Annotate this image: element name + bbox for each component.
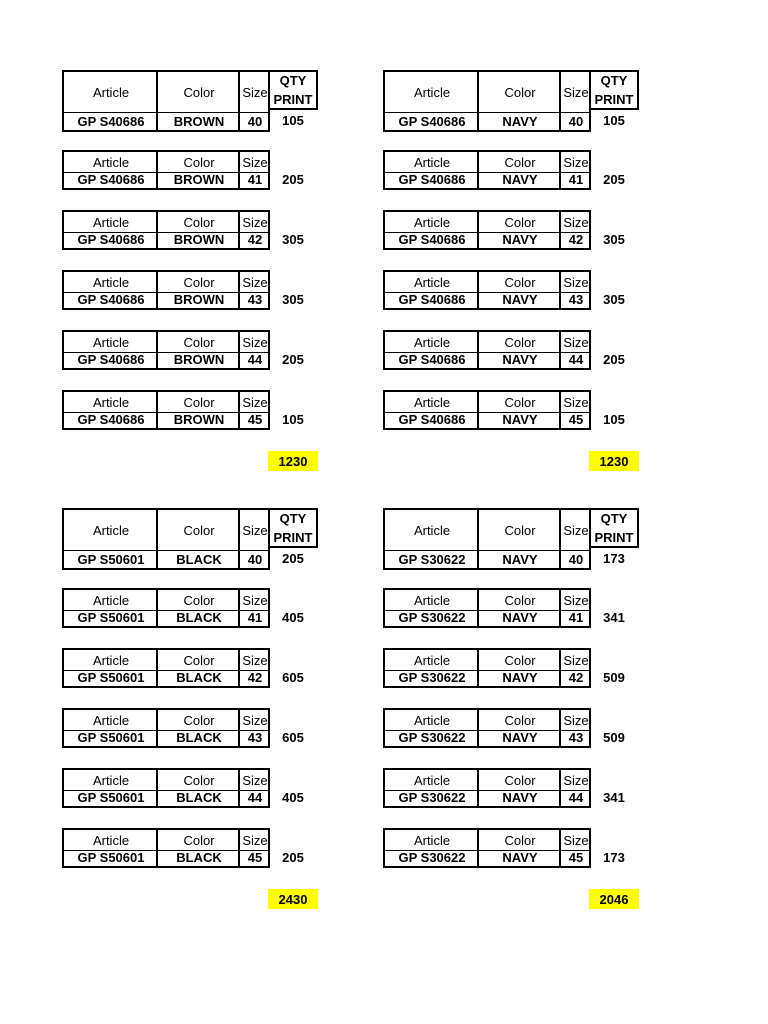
article-value: GP S30622: [398, 669, 466, 685]
header-article: Article: [413, 652, 451, 668]
qty-header-line1: QTY: [600, 73, 628, 88]
article-value: GP S50601: [77, 669, 145, 685]
label-value-row: [64, 112, 268, 130]
header-article: Article: [92, 274, 130, 290]
label-header-row: [385, 212, 589, 232]
header-article: Article: [413, 214, 451, 230]
qty-value: 205: [603, 352, 625, 367]
header-size: Size: [563, 772, 589, 788]
article-group: [383, 70, 651, 480]
size-value: 41: [568, 609, 584, 625]
label-value-row: [385, 170, 589, 188]
size-value: 45: [247, 849, 263, 865]
article-value: GP S40686: [398, 231, 466, 247]
label-value-row: [64, 290, 268, 308]
color-value: BLACK: [176, 669, 222, 685]
label-table: [383, 210, 591, 250]
article-value: GP S50601: [77, 849, 145, 865]
qty-header-line2: PRINT: [594, 530, 634, 545]
header-color: Color: [504, 84, 536, 100]
header-size: Size: [563, 592, 589, 608]
header-color: Color: [504, 772, 536, 788]
color-value: BROWN: [173, 351, 225, 367]
label-table: [62, 270, 270, 310]
label-header-row: [385, 72, 589, 112]
size-value: 42: [568, 669, 584, 685]
label-table: [383, 588, 591, 628]
size-value: 45: [568, 411, 584, 427]
label-value-row: [385, 668, 589, 686]
header-color: Color: [504, 592, 536, 608]
article-value: GP S40686: [77, 411, 145, 427]
qty-value: 205: [282, 551, 304, 566]
article-value: GP S40686: [398, 411, 466, 427]
header-article: Article: [413, 334, 451, 350]
qty-value: 105: [603, 412, 625, 427]
color-value: BROWN: [173, 411, 225, 427]
article-value: GP S40686: [398, 171, 466, 187]
size-value: 42: [568, 231, 584, 247]
label-value-row: [385, 230, 589, 248]
qty-total: 1230: [268, 451, 318, 471]
header-article: Article: [413, 394, 451, 410]
header-article: Article: [92, 772, 130, 788]
label-value-row: [385, 290, 589, 308]
header-color: Color: [183, 84, 215, 100]
color-value: NAVY: [502, 789, 538, 805]
color-value: NAVY: [502, 231, 538, 247]
label-table: [383, 330, 591, 370]
qty-print-header: [268, 508, 318, 548]
qty-value: 341: [603, 790, 625, 805]
article-value: GP S40686: [77, 351, 145, 367]
qty-value: 173: [603, 850, 625, 865]
size-value: 44: [247, 351, 263, 367]
label-table: [62, 588, 270, 628]
label-table: [383, 150, 591, 190]
article-value: GP S50601: [77, 789, 145, 805]
size-value: 41: [247, 171, 263, 187]
size-value: 43: [247, 291, 263, 307]
label-table: [383, 508, 591, 570]
article-value: GP S40686: [398, 113, 466, 129]
qty-value: 205: [282, 172, 304, 187]
label-header-row: [64, 710, 268, 730]
label-table: [383, 270, 591, 310]
label-table: [62, 508, 270, 570]
label-value-row: [385, 788, 589, 806]
label-value-row: [385, 550, 589, 568]
header-article: Article: [413, 522, 451, 538]
header-color: Color: [183, 154, 215, 170]
header-article: Article: [92, 84, 130, 100]
header-article: Article: [92, 154, 130, 170]
qty-value: 205: [603, 172, 625, 187]
size-value: 44: [247, 789, 263, 805]
header-color: Color: [504, 652, 536, 668]
header-size: Size: [563, 154, 589, 170]
article-value: GP S30622: [398, 609, 466, 625]
qty-print-header: [589, 508, 639, 548]
label-table: [62, 210, 270, 250]
color-value: NAVY: [502, 849, 538, 865]
qty-value: 305: [603, 292, 625, 307]
qty-value: 305: [603, 232, 625, 247]
color-value: BLACK: [176, 551, 222, 567]
header-article: Article: [92, 652, 130, 668]
qty-total: 2046: [589, 889, 639, 909]
qty-value: 205: [282, 850, 304, 865]
label-value-row: [385, 350, 589, 368]
header-color: Color: [183, 394, 215, 410]
label-table: [62, 330, 270, 370]
label-header-row: [64, 510, 268, 550]
header-article: Article: [92, 832, 130, 848]
article-value: GP S40686: [77, 113, 145, 129]
qty-header-line2: PRINT: [273, 92, 313, 107]
qty-value: 305: [282, 232, 304, 247]
header-color: Color: [183, 592, 215, 608]
article-value: GP S30622: [398, 551, 466, 567]
article-group: [62, 70, 330, 480]
qty-print-header: [268, 70, 318, 110]
label-value-row: [64, 728, 268, 746]
size-value: 45: [247, 411, 263, 427]
label-value-row: [64, 230, 268, 248]
color-value: BLACK: [176, 849, 222, 865]
header-size: Size: [242, 712, 268, 728]
color-value: NAVY: [502, 351, 538, 367]
size-value: 40: [247, 113, 263, 129]
label-header-row: [385, 272, 589, 292]
label-header-row: [385, 590, 589, 610]
article-value: GP S30622: [398, 789, 466, 805]
header-size: Size: [242, 592, 268, 608]
qty-header-line1: QTY: [279, 511, 307, 526]
qty-value: 105: [603, 113, 625, 128]
label-table: [383, 708, 591, 748]
qty-header-line1: QTY: [279, 73, 307, 88]
header-size: Size: [563, 84, 589, 100]
label-header-row: [64, 272, 268, 292]
header-color: Color: [504, 522, 536, 538]
color-value: BROWN: [173, 231, 225, 247]
label-value-row: [385, 608, 589, 626]
article-group: [62, 508, 330, 918]
size-value: 45: [568, 849, 584, 865]
qty-total: 1230: [589, 451, 639, 471]
header-color: Color: [504, 334, 536, 350]
color-value: BLACK: [176, 789, 222, 805]
header-size: Size: [563, 712, 589, 728]
size-value: 44: [568, 789, 584, 805]
label-value-row: [64, 350, 268, 368]
size-value: 41: [568, 171, 584, 187]
label-header-row: [64, 72, 268, 112]
header-color: Color: [504, 394, 536, 410]
size-value: 41: [247, 609, 263, 625]
label-table: [383, 828, 591, 868]
qty-header-line2: PRINT: [273, 530, 313, 545]
header-size: Size: [242, 214, 268, 230]
header-color: Color: [504, 832, 536, 848]
article-value: GP S50601: [77, 609, 145, 625]
header-color: Color: [183, 334, 215, 350]
article-value: GP S40686: [77, 231, 145, 247]
header-size: Size: [242, 772, 268, 788]
color-value: NAVY: [502, 113, 538, 129]
header-size: Size: [242, 334, 268, 350]
header-color: Color: [183, 652, 215, 668]
article-value: GP S50601: [77, 551, 145, 567]
label-table: [383, 70, 591, 132]
color-value: BROWN: [173, 291, 225, 307]
header-article: Article: [413, 592, 451, 608]
color-value: BLACK: [176, 729, 222, 745]
label-header-row: [64, 332, 268, 352]
size-value: 43: [568, 729, 584, 745]
qty-value: 509: [603, 730, 625, 745]
size-value: 40: [568, 113, 584, 129]
header-article: Article: [92, 214, 130, 230]
color-value: BROWN: [173, 171, 225, 187]
label-table: [383, 648, 591, 688]
label-table: [62, 150, 270, 190]
article-value: GP S40686: [398, 291, 466, 307]
qty-value: 509: [603, 670, 625, 685]
label-header-row: [64, 770, 268, 790]
header-size: Size: [563, 652, 589, 668]
header-size: Size: [563, 832, 589, 848]
article-value: GP S40686: [398, 351, 466, 367]
label-header-row: [385, 510, 589, 550]
header-article: Article: [92, 712, 130, 728]
label-header-row: [385, 650, 589, 670]
qty-value: 105: [282, 113, 304, 128]
article-value: GP S40686: [77, 291, 145, 307]
label-header-row: [385, 392, 589, 412]
label-value-row: [64, 848, 268, 866]
header-article: Article: [413, 772, 451, 788]
header-size: Size: [242, 652, 268, 668]
label-header-row: [64, 650, 268, 670]
size-value: 44: [568, 351, 584, 367]
size-value: 42: [247, 231, 263, 247]
article-value: GP S30622: [398, 729, 466, 745]
article-value: GP S40686: [77, 171, 145, 187]
header-size: Size: [242, 394, 268, 410]
label-header-row: [385, 830, 589, 850]
label-header-row: [64, 830, 268, 850]
header-article: Article: [413, 154, 451, 170]
header-article: Article: [413, 832, 451, 848]
qty-value: 173: [603, 551, 625, 566]
label-value-row: [385, 728, 589, 746]
header-color: Color: [183, 832, 215, 848]
label-value-row: [64, 170, 268, 188]
article-value: GP S30622: [398, 849, 466, 865]
header-color: Color: [504, 214, 536, 230]
label-table: [62, 768, 270, 808]
header-article: Article: [413, 712, 451, 728]
qty-header-line1: QTY: [600, 511, 628, 526]
label-table: [383, 390, 591, 430]
size-value: 43: [568, 291, 584, 307]
label-table: [62, 70, 270, 132]
color-value: NAVY: [502, 291, 538, 307]
label-table: [62, 390, 270, 430]
header-color: Color: [183, 522, 215, 538]
header-article: Article: [92, 522, 130, 538]
label-header-row: [64, 590, 268, 610]
qty-header-line2: PRINT: [594, 92, 634, 107]
qty-value: 205: [282, 352, 304, 367]
header-color: Color: [183, 772, 215, 788]
qty-print-header: [589, 70, 639, 110]
label-table: [62, 648, 270, 688]
color-value: NAVY: [502, 171, 538, 187]
size-value: 40: [247, 551, 263, 567]
label-table: [62, 828, 270, 868]
size-value: 42: [247, 669, 263, 685]
label-value-row: [64, 550, 268, 568]
qty-value: 305: [282, 292, 304, 307]
header-article: Article: [92, 394, 130, 410]
header-color: Color: [504, 274, 536, 290]
header-size: Size: [242, 522, 268, 538]
label-header-row: [64, 212, 268, 232]
header-article: Article: [92, 334, 130, 350]
color-value: BLACK: [176, 609, 222, 625]
label-header-row: [64, 392, 268, 412]
size-value: 40: [568, 551, 584, 567]
color-value: BROWN: [173, 113, 225, 129]
color-value: NAVY: [502, 551, 538, 567]
article-value: GP S50601: [77, 729, 145, 745]
header-article: Article: [413, 84, 451, 100]
label-table: [383, 768, 591, 808]
header-size: Size: [242, 84, 268, 100]
header-color: Color: [183, 274, 215, 290]
color-value: NAVY: [502, 669, 538, 685]
label-value-row: [64, 668, 268, 686]
label-value-row: [385, 112, 589, 130]
header-size: Size: [242, 154, 268, 170]
header-size: Size: [242, 832, 268, 848]
label-header-row: [385, 332, 589, 352]
qty-value: 405: [282, 790, 304, 805]
header-size: Size: [563, 214, 589, 230]
size-value: 43: [247, 729, 263, 745]
header-size: Size: [242, 274, 268, 290]
qty-value: 605: [282, 730, 304, 745]
color-value: NAVY: [502, 729, 538, 745]
label-header-row: [64, 152, 268, 172]
header-color: Color: [504, 154, 536, 170]
label-value-row: [64, 410, 268, 428]
label-value-row: [64, 608, 268, 626]
qty-total: 2430: [268, 889, 318, 909]
color-value: NAVY: [502, 411, 538, 427]
color-value: NAVY: [502, 609, 538, 625]
header-size: Size: [563, 522, 589, 538]
label-header-row: [385, 152, 589, 172]
label-table: [62, 708, 270, 748]
label-header-row: [385, 710, 589, 730]
header-article: Article: [413, 274, 451, 290]
header-color: Color: [504, 712, 536, 728]
qty-value: 405: [282, 610, 304, 625]
qty-value: 341: [603, 610, 625, 625]
article-group: [383, 508, 651, 918]
header-size: Size: [563, 394, 589, 410]
qty-value: 105: [282, 412, 304, 427]
label-header-row: [385, 770, 589, 790]
header-color: Color: [183, 214, 215, 230]
label-value-row: [385, 410, 589, 428]
label-value-row: [385, 848, 589, 866]
qty-value: 605: [282, 670, 304, 685]
header-article: Article: [92, 592, 130, 608]
header-size: Size: [563, 334, 589, 350]
header-color: Color: [183, 712, 215, 728]
label-value-row: [64, 788, 268, 806]
header-size: Size: [563, 274, 589, 290]
